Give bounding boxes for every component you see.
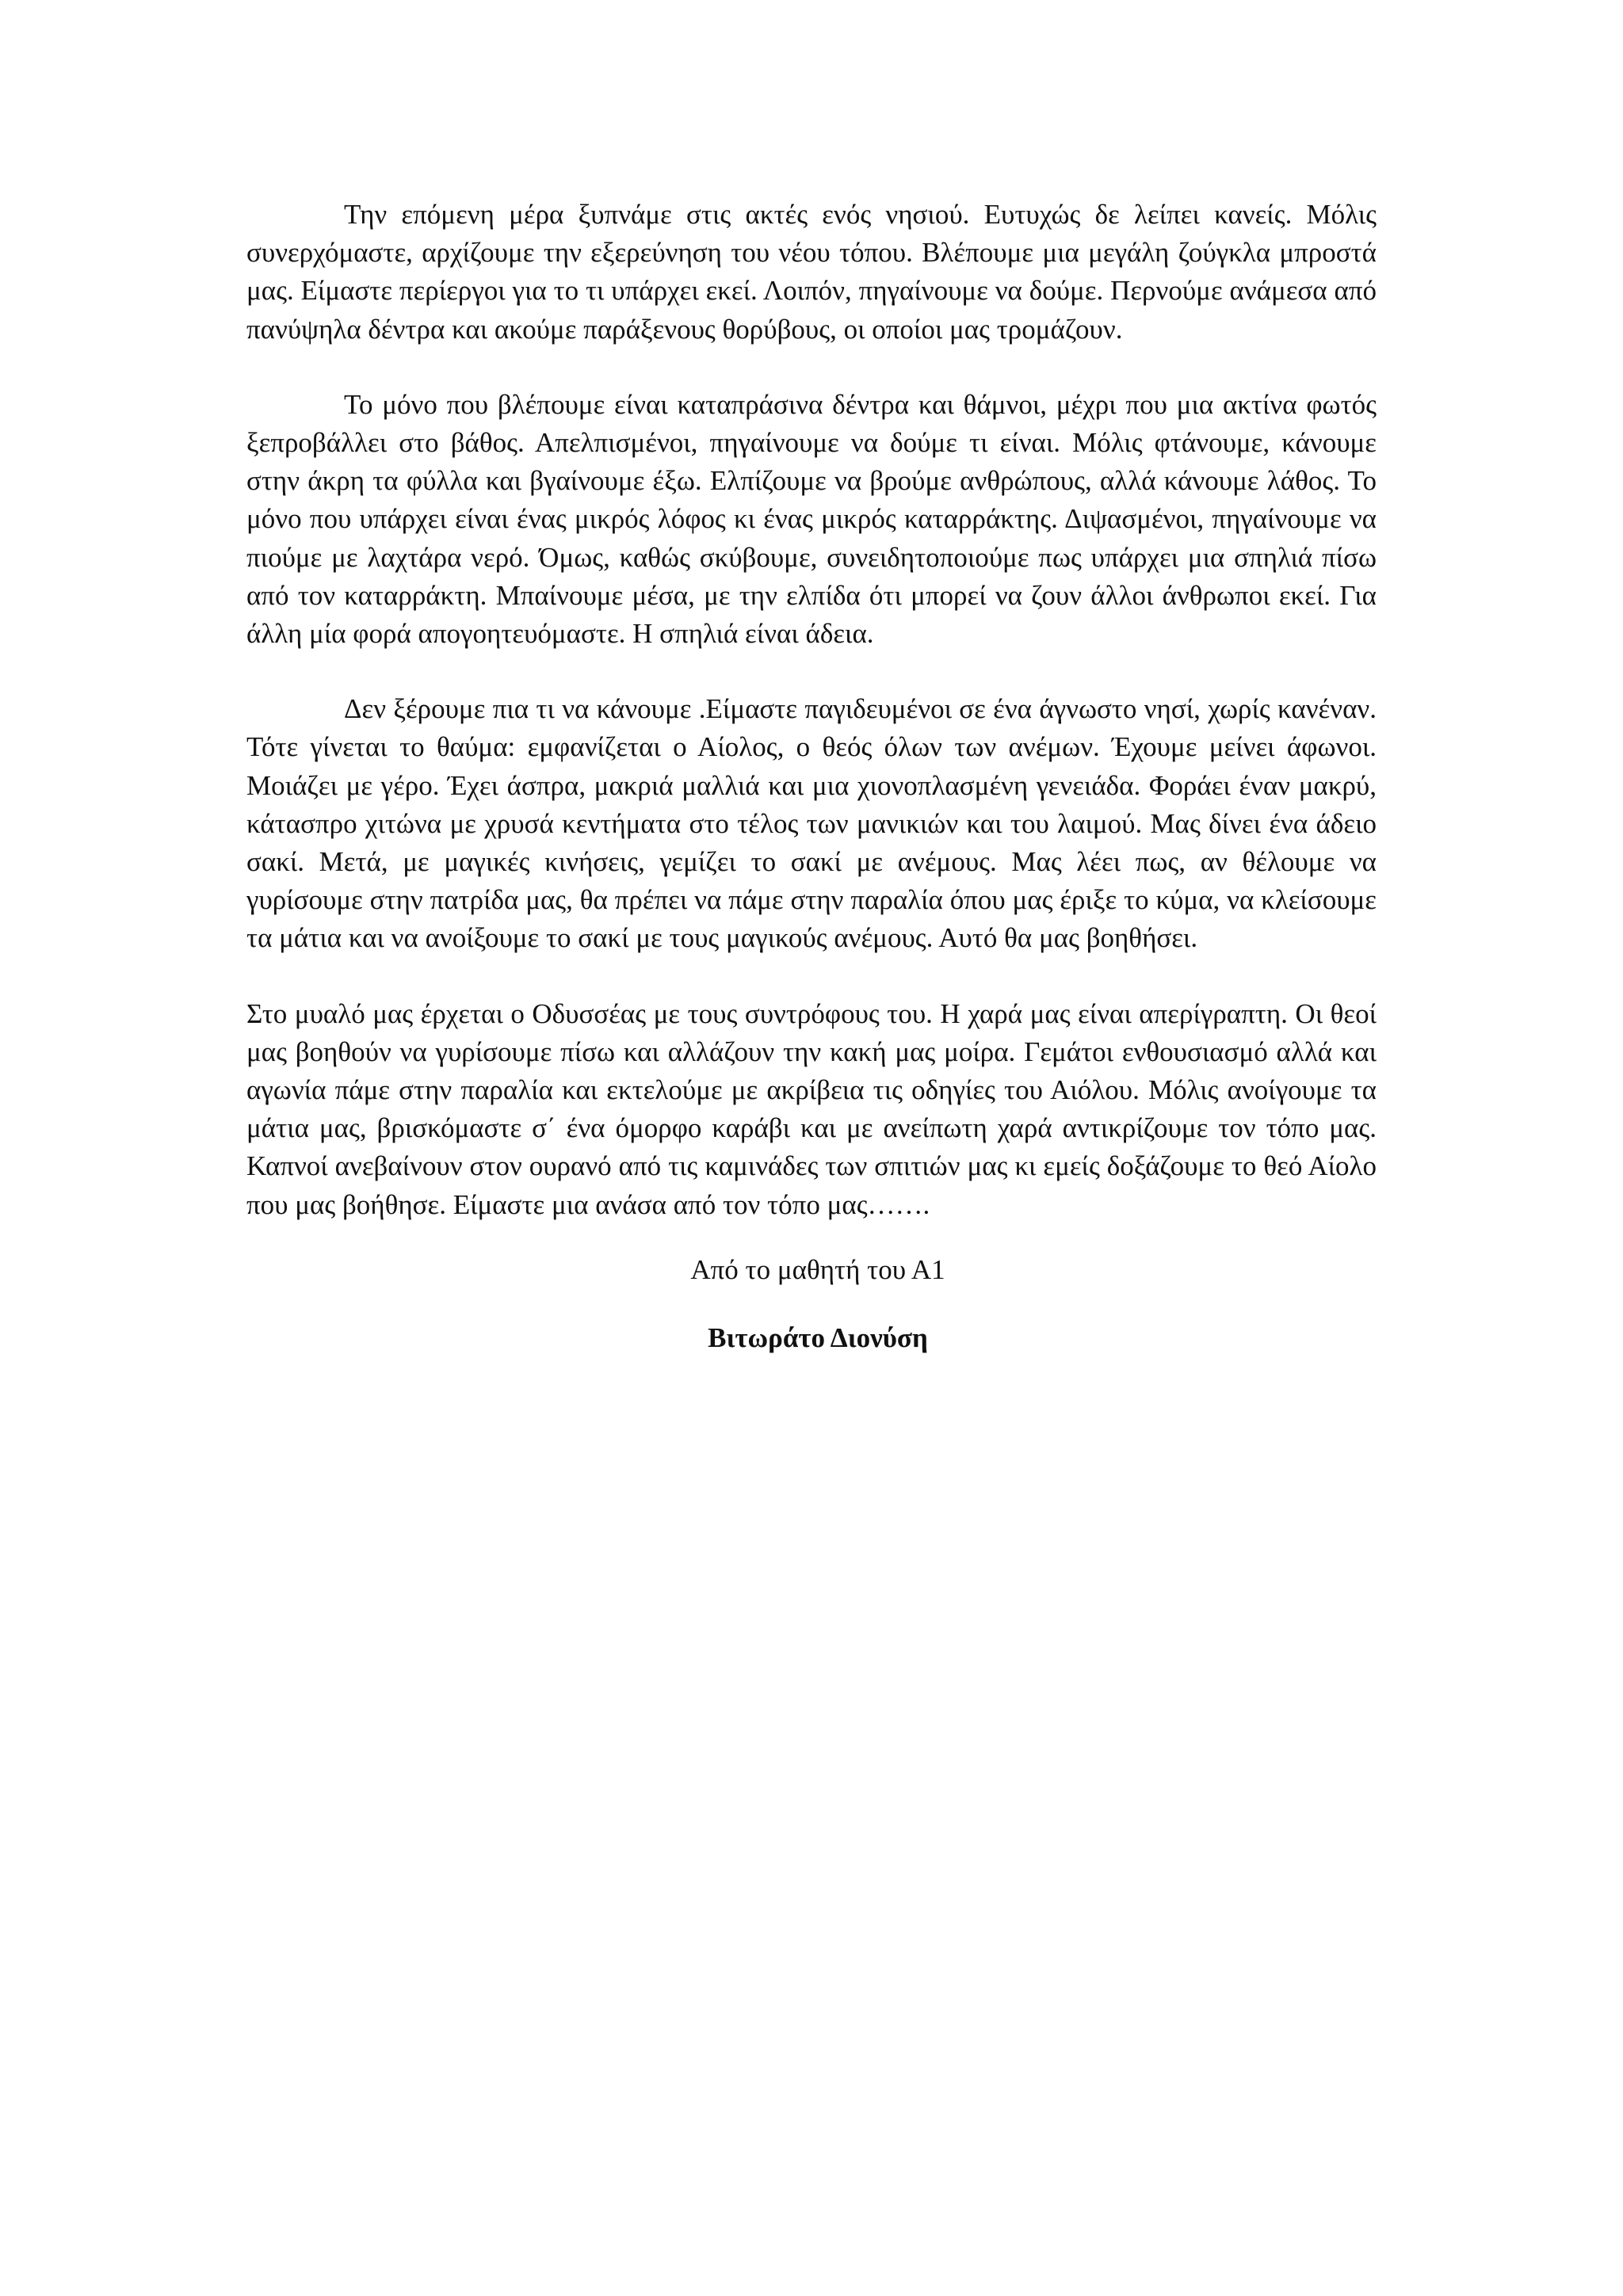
paragraph-1: Την επόμενη μέρα ξυπνάμε στις ακτές ενός νησιού. Ευτυχώς δε λείπει κανείς. Μόλις συνερχόμαστε, αρχίζουμε την εξερεύνηση του νέου τόπου. Βλέπουμε μια μεγάλη ζούγκλα μπροστά μας. Είμαστε περίεργοι για το τι υπάρχει εκεί. Λοιπόν, πηγαίνουμε να δούμε. Περνούμε ανάμεσα από πανύψηλα δέντρα και ακούμε παράξενους θορύβους, οι οποίοι μας τρομάζουν. (246, 199, 1377, 345)
paragraph-4: Στο μυαλό μας έρχεται ο Οδυσσέας με τους συντρόφους του. Η χαρά μας είναι απερίγραπτη. Οι θεοί μας βοηθούν να γυρίσουμε πίσω και αλλάζουν την κακή μας μοίρα. Γεμάτοι ενθουσιασμό αλλά και αγωνία πάμε στην παραλία και εκτελούμε με ακρίβεια τις οδηγίες του Αιόλου. Μόλις ανοίγουμε τα μάτια μας, βρισκόμαστε σ΄ ένα όμορφο καράβι και με ανείπωτη χαρά αντικρίζουμε τον τόπο μας. Καπνοί ανεβαίνουν στον ουρανό από τις καμινάδες των σπιτιών μας κι εμείς δοξάζουμε το θεό Αίολο που μας βοήθησε. Είμαστε μια ανάσα από τον τόπο μας……. (246, 997, 1377, 1220)
paragraph-2: Το μόνο που βλέπουμε είναι καταπράσινα δέντρα και θάμνοι, μέχρι που μια ακτίνα φωτός ξεπροβάλλει στο βάθος. Απελπισμένοι, πηγαίνουμε να δούμε τι είναι. Μόλις φτάνουμε, κάνουμε στην άκρη τα φύλλα και βγαίνουμε έξω. Ελπίζουμε να βρούμε ανθρώπους, αλλά κάνουμε λάθος. Το μόνο που υπάρχει είναι ένας μικρός λόφος κι ένας μικρός καταρράκτης. Διψασμένοι, πηγαίνουμε να πιούμε με λαχτάρα νερό. Όμως, καθώς σκύβουμε, συνειδητοποιούμε πως υπάρχει μια σπηλιά πίσω από τον καταρράκτη. Μπαίνουμε μέσα, με την ελπίδα ότι μπορεί να ζουν άλλοι άνθρωποι εκεί. Για άλλη μία φορά απογοητευόμαστε. Η σπηλιά είναι άδεια. (246, 388, 1377, 650)
signature-class-line: Από το μαθητή του Α1 (690, 1253, 945, 1285)
document-body (246, 196, 1377, 1357)
paragraph-3: Δεν ξέρουμε πια τι να κάνουμε .Είμαστε παγιδευμένοι σε ένα άγνωστο νησί, χωρίς κανέναν. Τότε γίνεται το θαύμα: εμφανίζεται ο Αίολος, ο θεός όλων των ανέμων. Έχουμε μείνει άφωνοι. Μοιάζει με γέρο. Έχει άσπρα, μακριά μαλλιά και μια χιονοπλασμένη γενειάδα. Φοράει έναν μακρύ, κάτασπρο χιτώνα με χρυσά κεντήματα στο τέλος των μανικιών και του λαιμού. Μας δίνει ένα άδειο σακί. Μετά, με μαγικές κινήσεις, γεμίζει το σακί με ανέμους. Μας λέει πως, αν θέλουμε να γυρίσουμε στην πατρίδα μας, θα πρέπει να πάμε στην παραλία όπου μας έριξε το κύμα, να κλείσουμε τα μάτια και να ανοίξουμε το σακί με τους μαγικούς ανέμους. Αυτό θα μας βοηθήσει. (246, 693, 1377, 954)
signature-name: Βιτωράτο Διονύση (708, 1322, 928, 1354)
